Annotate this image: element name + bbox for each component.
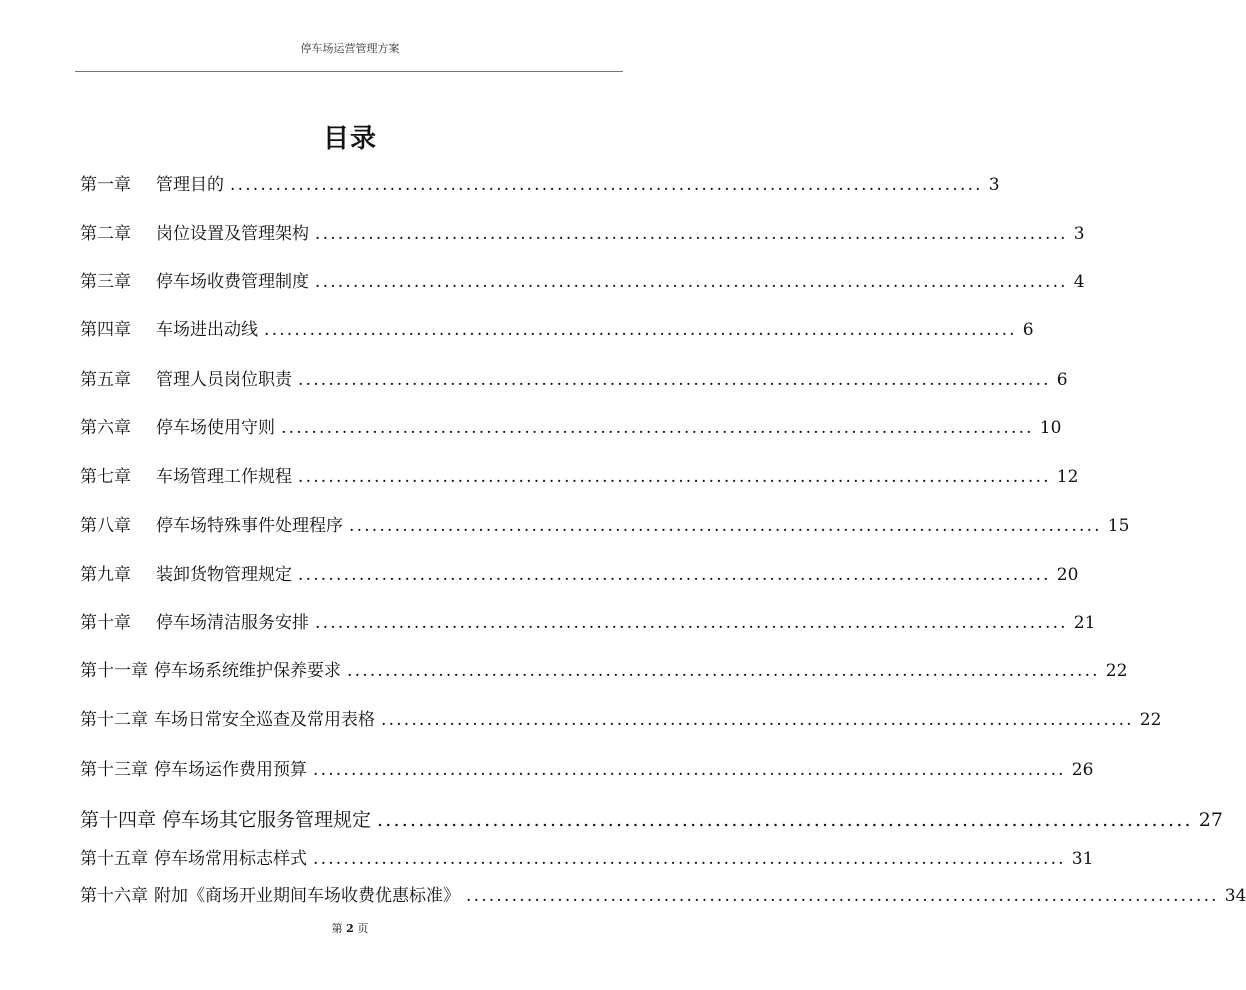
page-footer <box>0 920 700 936</box>
toc-page-number: 26 <box>1071 760 1094 780</box>
toc-page-number: 34 <box>1224 886 1246 906</box>
running-header: 停车场运营管理方案 <box>300 42 400 55</box>
toc-leader-dots: ................................................................................................... <box>315 224 1068 244</box>
toc-entry-14[interactable] <box>80 808 1223 832</box>
toc-entry-5[interactable] <box>80 368 1068 392</box>
toc-page-number: 27 <box>1198 809 1223 831</box>
toc-chapter: 第三章 <box>80 272 131 292</box>
toc-entry-6[interactable] <box>80 416 1062 440</box>
toc-label: 车场进出动线 <box>156 320 258 340</box>
header-rule <box>75 71 623 72</box>
toc-label: 管理人员岗位职责 <box>156 370 292 390</box>
toc-chapter: 第十三章 <box>80 760 148 780</box>
toc-page-number: 31 <box>1071 849 1094 869</box>
toc-entry-11[interactable] <box>80 659 1128 683</box>
toc-entry-12[interactable] <box>80 708 1162 732</box>
toc-entry-16[interactable] <box>80 884 1246 908</box>
toc-label: 停车场使用守则 <box>156 418 275 438</box>
toc-chapter: 第十一章 <box>80 661 148 681</box>
toc-label: 车场管理工作规程 <box>156 467 292 487</box>
toc-label: 停车场特殊事件处理程序 <box>156 516 343 536</box>
toc-chapter: 第七章 <box>80 467 131 487</box>
toc-leader-dots: ................................................................................................... <box>377 809 1193 831</box>
toc-entry-9[interactable] <box>80 563 1079 587</box>
toc-leader-dots: ................................................................................................... <box>313 849 1066 869</box>
toc-page-number: 22 <box>1105 661 1128 681</box>
toc-label: 停车场系统维护保养要求 <box>154 661 341 681</box>
toc-label: 停车场其它服务管理规定 <box>162 809 372 831</box>
toc-page-number: 22 <box>1139 710 1162 730</box>
toc-leader-dots: ................................................................................................... <box>230 175 983 195</box>
toc-label: 附加《商场开业期间车场收费优惠标准》 <box>154 886 460 906</box>
toc-page-number: 15 <box>1107 516 1130 536</box>
toc-chapter: 第五章 <box>80 370 131 390</box>
toc-entry-8[interactable] <box>80 514 1130 538</box>
toc-label: 停车场运作费用预算 <box>154 760 307 780</box>
toc-chapter: 第二章 <box>80 224 131 244</box>
toc-label: 停车场清洁服务安排 <box>156 613 309 633</box>
toc-chapter: 第十五章 <box>80 849 148 869</box>
toc-chapter: 第十六章 <box>80 886 148 906</box>
toc-leader-dots: ................................................................................................... <box>298 565 1051 585</box>
footer-suffix: 页 <box>357 922 369 935</box>
toc-entry-15[interactable] <box>80 847 1094 871</box>
toc-leader-dots: ................................................................................................... <box>381 710 1134 730</box>
toc-leader-dots: ................................................................................................... <box>313 760 1066 780</box>
toc-entry-4[interactable] <box>80 318 1034 342</box>
toc-entry-7[interactable] <box>80 465 1079 489</box>
footer-page-number: 2 <box>346 922 354 935</box>
toc-entry-13[interactable] <box>80 758 1094 782</box>
toc-label: 车场日常安全巡查及常用表格 <box>154 710 375 730</box>
toc-page-number: 6 <box>1022 320 1034 340</box>
toc-entry-1[interactable] <box>80 173 1000 197</box>
toc-entry-3[interactable] <box>80 270 1085 294</box>
toc-page-number: 4 <box>1073 272 1085 292</box>
toc-page-number: 20 <box>1056 565 1079 585</box>
toc-page-number: 6 <box>1056 370 1068 390</box>
toc-leader-dots: ................................................................................................... <box>349 516 1102 536</box>
toc-leader-dots: ................................................................................................... <box>264 320 1017 340</box>
toc-leader-dots: ................................................................................................... <box>298 467 1051 487</box>
toc-chapter: 第十四章 <box>80 809 157 831</box>
toc-leader-dots: ................................................................................................... <box>347 661 1100 681</box>
toc-chapter: 第一章 <box>80 175 131 195</box>
toc-chapter: 第十二章 <box>80 710 148 730</box>
toc-label: 停车场收费管理制度 <box>156 272 309 292</box>
toc-chapter: 第六章 <box>80 418 131 438</box>
footer-prefix: 第 <box>331 922 343 935</box>
toc-page-number: 21 <box>1073 613 1096 633</box>
page-title: 目录 <box>322 124 377 154</box>
toc-chapter: 第十章 <box>80 613 131 633</box>
toc-leader-dots: ................................................................................................... <box>281 418 1034 438</box>
toc-leader-dots: ................................................................................................... <box>466 886 1219 906</box>
toc-page-number: 12 <box>1056 467 1079 487</box>
toc-page-number: 3 <box>988 175 1000 195</box>
toc-label: 装卸货物管理规定 <box>156 565 292 585</box>
toc-entry-2[interactable] <box>80 222 1085 246</box>
toc-page-number: 10 <box>1039 418 1062 438</box>
toc-leader-dots: ................................................................................................... <box>315 272 1068 292</box>
toc-page-number: 3 <box>1073 224 1085 244</box>
toc-chapter: 第九章 <box>80 565 131 585</box>
toc-chapter: 第四章 <box>80 320 131 340</box>
toc-entry-10[interactable] <box>80 611 1096 635</box>
toc-chapter: 第八章 <box>80 516 131 536</box>
toc-leader-dots: ................................................................................................... <box>298 370 1051 390</box>
toc-label: 管理目的 <box>156 175 224 195</box>
toc-label: 岗位设置及管理架构 <box>156 224 309 244</box>
toc-label: 停车场常用标志样式 <box>154 849 307 869</box>
toc-leader-dots: ................................................................................................... <box>315 613 1068 633</box>
